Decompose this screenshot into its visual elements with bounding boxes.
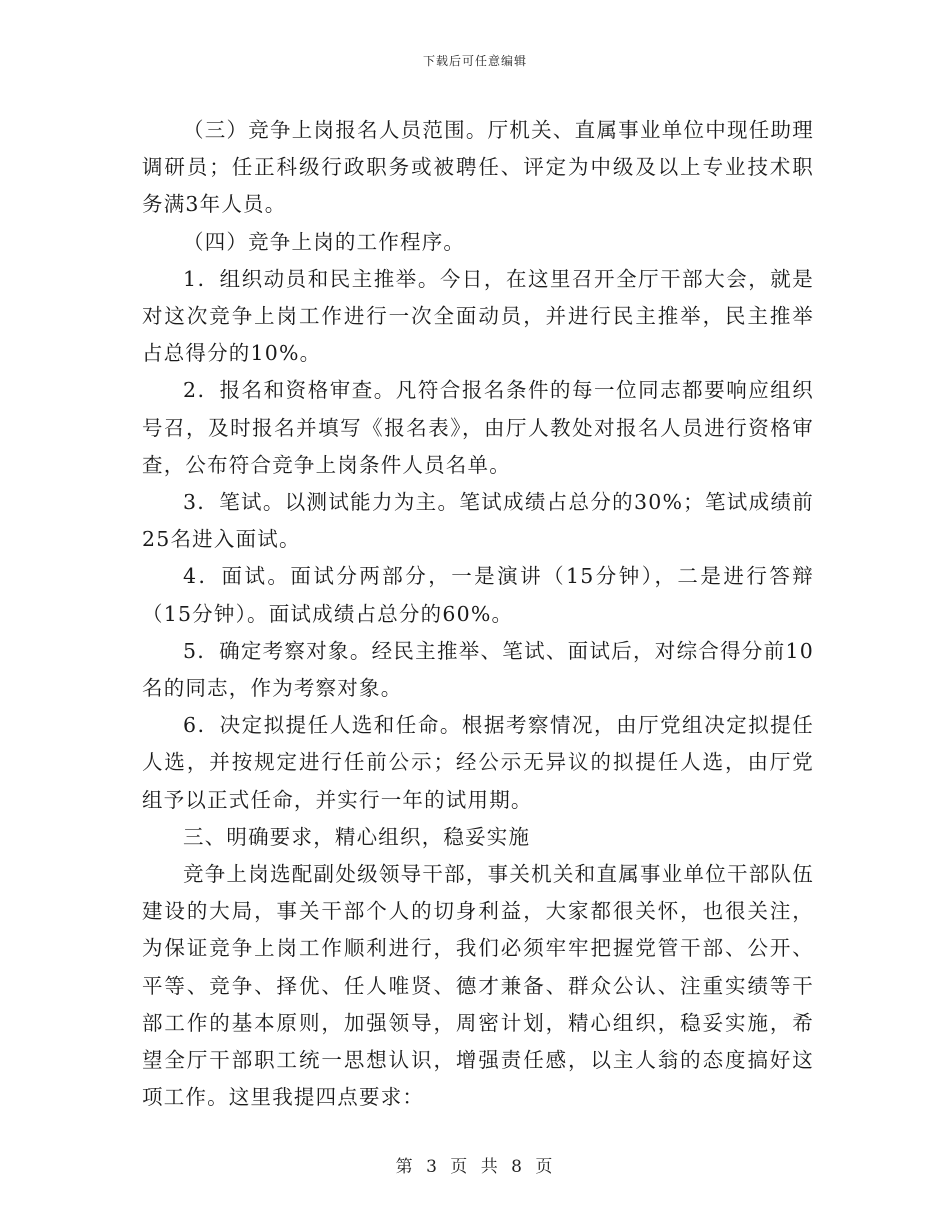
paragraph-scope: （三）竞争上岗报名人员范围。厅机关、直属事业单位中现任助理调研员；任正科级行政职务或被聘任、评定为中级及以上专业技术职务满3年人员。 [142, 118, 814, 217]
paragraph-step-5: 5．确定考察对象。经民主推举、笔试、面试后，对综合得分前10名的同志，作为考察对象。 [142, 638, 814, 701]
header-note: 下载后可任意编辑 [422, 54, 527, 68]
paragraph-procedure-heading: （四）竞争上岗的工作程序。 [183, 229, 466, 254]
document-body [142, 112, 814, 1116]
paragraph-step-1: 1．组织动员和民主推举。今日，在这里召开全厅干部大会，就是对这次竞争上岗工作进行一次全面动员，并进行民主推举，民主推举占总得分的10%。 [142, 266, 814, 366]
page-number-footer: 第 3 页 共 8 页 [395, 1157, 555, 1177]
paragraph-requirements: 竞争上岗选配副处级领导干部，事关机关和直属事业单位干部队伍建设的大局，事关干部个人的切身利益，大家都很关怀，也很关注，为保证竞争上岗工作顺利进行，我们必须牢牢把握党管干部、公开、平等、竞争、择优、任人唯贤、德才兼备、群众公认、注重实绩等干部工作的基本原则，加强领导，周密计划，精心组织，稳妥实施，希望全厅干部职工统一思想认识，增强责任感，以主人翁的态度搞好这项工作。这里我提四点要求： [142, 862, 814, 1110]
paragraph-step-4: 4．面试。面试分两部分，一是演讲（15分钟），二是进行答辩（15分钟）。面试成绩占总分的60%。 [142, 564, 814, 626]
paragraph-step-2: 2．报名和资格审查。凡符合报名条件的每一位同志都要响应组织号召，及时报名并填写《报名表》，由厅人教处对报名人员进行资格审查，公布符合竞争上岗条件人员名单。 [142, 378, 814, 477]
section-heading-requirements: 三、明确要求，精心组织，稳妥实施 [183, 824, 531, 849]
paragraph-step-3: 3．笔试。以测试能力为主。笔试成绩占总分的30%；笔试成绩前25名进入面试。 [142, 490, 814, 552]
paragraph-step-6: 6．决定拟提任人选和任命。根据考察情况，由厅党组决定拟提任人选，并按规定进行任前公示；经公示无异议的拟提任人选，由厅党组予以正式任命，并实行一年的试用期。 [142, 713, 814, 812]
